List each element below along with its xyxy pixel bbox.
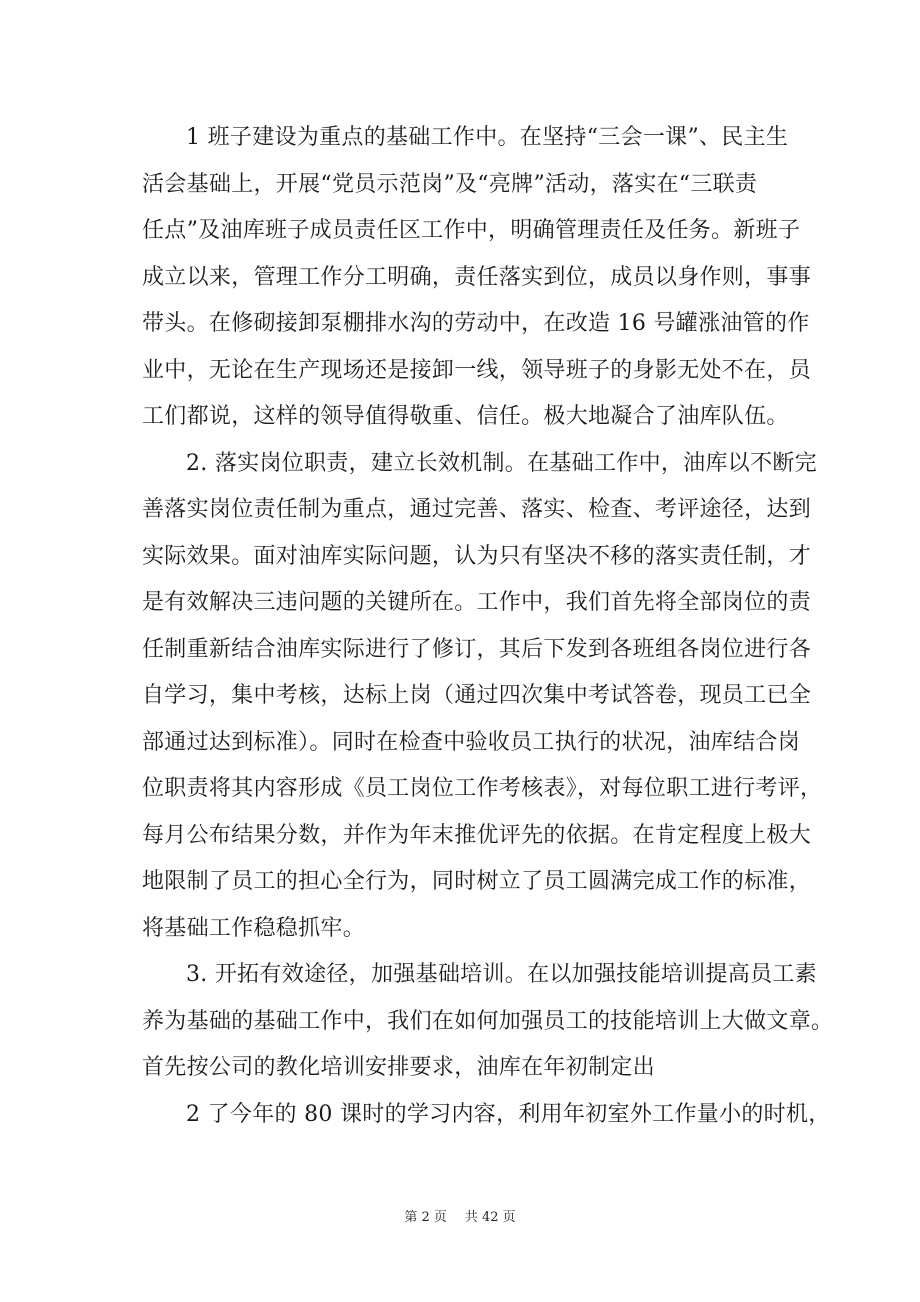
text-line: 工们都说，这样的领导值得敬重、信任。极大地凝合了油库队伍。 <box>142 404 789 429</box>
page-footer <box>0 1206 920 1225</box>
text-line: 1 班子建设为重点的基础工作中。在坚持“三会一课”、民主生 <box>186 125 789 150</box>
text-line: 任制重新结合油库实际进行了修订，其后下发到各班组各岗位进行各 <box>142 636 812 662</box>
text-line: 位职责将其内容形成《员工岗位工作考核表》，对每位职工进行考评， <box>142 776 823 801</box>
text-line: 3. 开拓有效途径，加强基础培训。在以加强技能培训提高员工素 <box>186 962 817 987</box>
text-line: 自学习，集中考核，达标上岗（通过四次集中考试答卷，现员工已全 <box>142 683 812 708</box>
document-body <box>142 115 834 1138</box>
text-line: 2. 落实岗位职责，建立长效机制。在基础工作中，油库以不断完 <box>186 450 817 476</box>
text-line: 养为基础的基础工作中，我们在如何加强员工的技能培训上大做文章。 <box>142 1008 834 1034</box>
text-line: 带头。在修砌接卸泵棚排水沟的劳动中，在改造 16 号罐涨油管的作 <box>142 311 810 336</box>
current-page-number: 第 2 页 <box>404 1210 447 1225</box>
text-line: 2 了今年的 80 课时的学习内容，利用年初室外工作量小的时机， <box>186 1101 831 1127</box>
text-line: 实际效果。面对油库实际问题，认为只有坚决不移的落实责任制，才 <box>142 543 812 569</box>
text-line: 是有效解决三违问题的关键所在。工作中，我们首先将全部岗位的责 <box>142 590 812 615</box>
text-line: 业中，无论在生产现场还是接卸一线，领导班子的身影无处不在，员 <box>142 357 812 383</box>
text-line: 地限制了员工的担心全行为，同时树立了员工圆满完成工作的标准， <box>142 869 812 894</box>
text-line: 每月公布结果分数，并作为年末推优评先的依据。在肯定程度上极大 <box>142 822 812 848</box>
text-line: 任点”及油库班子成员责任区工作中，明确管理责任及任务。新班子 <box>142 218 801 243</box>
text-line: 活会基础上，开展“党员示范岗”及“亮牌”活动，落实在“三联责 <box>142 171 758 197</box>
text-line: 部通过达到标准）。同时在检查中验收员工执行的状况，油库结合岗 <box>142 729 801 755</box>
text-line: 首先按公司的教化培训安排要求，油库在年初制定出 <box>142 1055 655 1080</box>
total-pages-count: 共 42 页 <box>464 1210 516 1225</box>
paragraph-2 <box>142 441 823 953</box>
paragraph-4 <box>142 1092 831 1139</box>
paragraph-3 <box>142 952 834 1092</box>
paragraph-1 <box>142 115 812 441</box>
text-line: 将基础工作稳稳抓牢。 <box>142 915 366 941</box>
text-line: 善落实岗位责任制为重点，通过完善、落实、检查、考评途径，达到 <box>142 497 812 522</box>
text-line: 成立以来，管理工作分工明确，责任落实到位，成员以身作则，事事 <box>142 264 812 290</box>
